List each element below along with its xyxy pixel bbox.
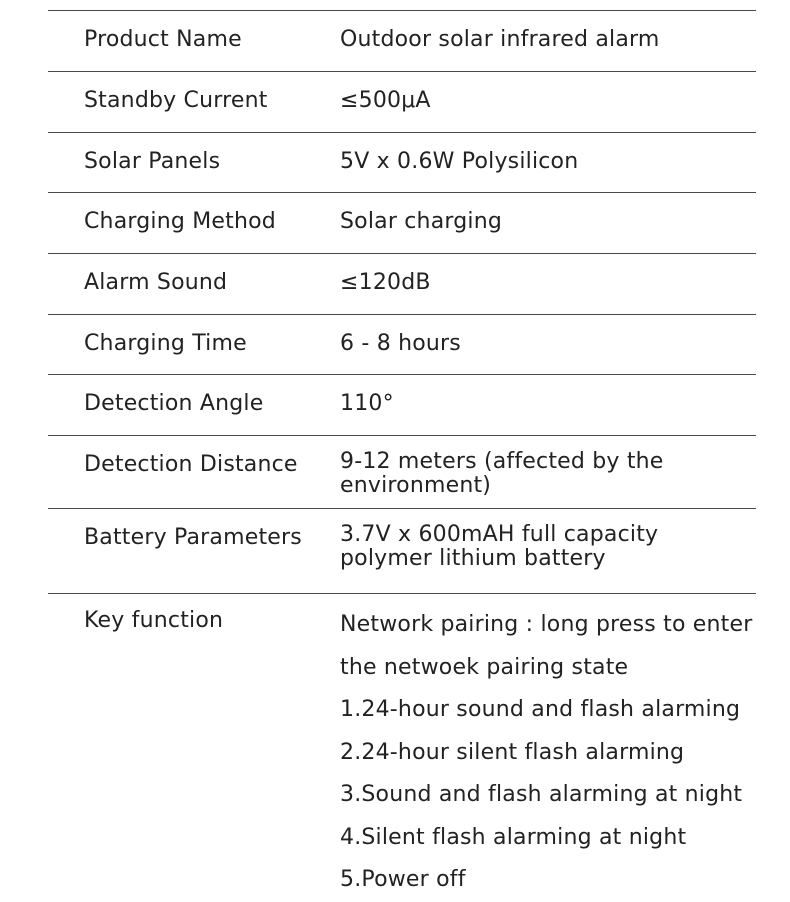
spec-row-detection-distance xyxy=(48,435,756,508)
spec-label: Product Name xyxy=(84,27,242,52)
spec-value: 110° xyxy=(340,391,394,416)
spec-label: Alarm Sound xyxy=(84,270,228,295)
spec-value: Solar charging xyxy=(340,209,503,234)
spec-label: Detection Angle xyxy=(84,391,264,416)
spec-row-battery-parameters xyxy=(48,508,756,593)
spec-label: Charging Method xyxy=(84,209,276,234)
spec-row-product-name xyxy=(48,10,756,71)
spec-row-alarm-sound xyxy=(48,253,756,314)
spec-value: 6 - 8 hours xyxy=(340,331,461,356)
spec-label: Key function xyxy=(84,608,224,633)
spec-label: Solar Panels xyxy=(84,149,221,174)
spec-value-line: 3.Sound and flash alarming at night xyxy=(340,782,743,807)
spec-row-detection-angle xyxy=(48,374,756,435)
spec-row-standby-current xyxy=(48,71,756,132)
spec-label: Detection Distance xyxy=(84,452,298,477)
spec-value: 5V x 0.6W Polysilicon xyxy=(340,149,579,174)
spec-value-line: environment) xyxy=(340,473,492,498)
spec-value-line: 1.24-hour sound and flash alarming xyxy=(340,697,741,722)
spec-value: Outdoor solar infrared alarm xyxy=(340,27,660,52)
spec-value-line: polymer lithium battery xyxy=(340,546,606,571)
spec-value xyxy=(340,604,753,902)
spec-table xyxy=(48,10,756,893)
spec-label: Battery Parameters xyxy=(84,525,302,550)
spec-row-charging-time xyxy=(48,314,756,374)
spec-value: ≤120dB xyxy=(340,270,431,295)
spec-value-line: 3.7V x 600mAH full capacity xyxy=(340,522,659,547)
spec-row-charging-method xyxy=(48,192,756,253)
spec-row-key-function xyxy=(48,593,756,893)
spec-row-solar-panels xyxy=(48,132,756,192)
spec-value xyxy=(340,450,664,498)
spec-value: ≤500μA xyxy=(340,88,431,113)
spec-value-line: Network pairing : long press to enter xyxy=(340,612,753,637)
spec-value-line: 5.Power off xyxy=(340,867,466,892)
spec-label: Charging Time xyxy=(84,331,247,356)
spec-value-line: 4.Silent flash alarming at night xyxy=(340,824,687,850)
spec-value-line: the netwoek pairing state xyxy=(340,654,629,680)
spec-label: Standby Current xyxy=(84,88,268,113)
spec-value-line: 9-12 meters (affected by the xyxy=(340,449,664,474)
spec-value xyxy=(340,523,658,571)
spec-value-line: 2.24-hour silent flash alarming xyxy=(340,739,685,765)
